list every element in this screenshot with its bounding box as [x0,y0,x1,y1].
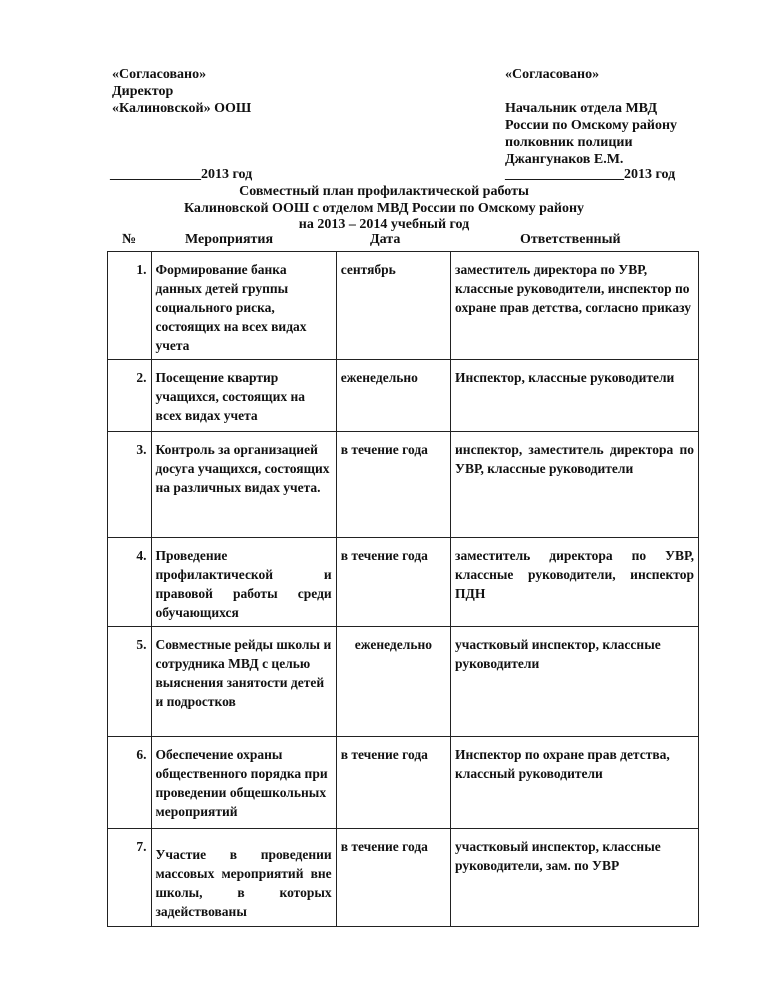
row-event: Формирование банка данных детей группы социального риска, состоящих на всех видах учета [151,252,336,360]
row-date: в течение года [336,737,450,829]
row-num: 1. [108,252,152,360]
left-approval-label: «Согласовано» [112,67,207,82]
row-responsible: Инспектор по охране прав детства, классный руководители [451,737,699,829]
right-approver-position: Начальник отдела МВД [505,101,658,116]
row-responsible: участковый инспектор, классные руководители, зам. по УВР [451,829,699,927]
row-event: Посещение квартир учащихся, состоящих на всех видах учета [151,360,336,432]
header-event: Мероприятия [185,232,274,247]
table-row [108,252,699,360]
row-date: еженедельно [336,627,450,737]
header-responsible: Ответственный [520,232,621,247]
right-year-line: _________________2013 год [505,167,676,182]
row-date: в течение года [336,432,450,538]
left-approver-position: Директор [112,84,174,99]
row-num: 2. [108,360,152,432]
right-approval-label: «Согласовано» [505,67,600,82]
row-num: 7. [108,829,152,927]
right-approval-block [505,66,677,168]
row-num: 4. [108,538,152,627]
row-responsible: инспектор, заместитель директора по УВР, классные руководители [451,432,699,538]
right-approval-blank [505,83,677,100]
row-num: 5. [108,627,152,737]
left-approval-block [112,66,251,117]
row-responsible: заместитель директора по УВР, классные руководители, инспектор по охране прав детства, согласно приказу [451,252,699,360]
row-date: в течение года [336,829,450,927]
row-responsible: Инспектор, классные руководители [451,360,699,432]
right-approver-rank: полковник полиции [505,135,633,150]
document-title: Совместный план профилактической работы [239,184,529,199]
table-row [108,829,699,927]
row-event: Совместные рейды школы и сотрудника МВД с целью выяснения занятости детей и подростков [151,627,336,737]
row-responsible: заместитель директора по УВР, классные руководители, инспектор ПДН [451,538,699,627]
right-approver-name: Джангунаков Е.М. [505,152,624,167]
header-date: Дата [370,232,401,247]
document-period: на 2013 – 2014 учебный год [298,217,470,232]
row-event: Обеспечение охраны общественного порядка при проведении общешкольных мероприятий [151,737,336,829]
document-subtitle: Калиновской ООШ с отделом МВД России по Омскому району [183,201,585,216]
row-date: сентябрь [336,252,450,360]
table-row [108,627,699,737]
row-responsible: участковый инспектор, классные руководители [451,627,699,737]
right-approver-dept: России по Омскому району [505,118,678,133]
row-num: 3. [108,432,152,538]
row-num: 6. [108,737,152,829]
row-event: Участие в проведении массовых мероприятий вне школы, в которых задействованы [151,829,336,927]
table-row [108,360,699,432]
header-num: № [122,232,137,247]
row-event: Контроль за организацией досуга учащихся, состоящих на различных видах учета. [151,432,336,538]
table-row [108,538,699,627]
table-row [108,737,699,829]
left-approver-school: «Калиновской» ООШ [112,101,252,116]
plan-table [107,251,699,927]
row-event: Проведение профилактической и правовой работы среди обучающихся [151,538,336,627]
table-row [108,432,699,538]
row-date: еженедельно [336,360,450,432]
left-year-line: _____________2013 год [110,167,253,182]
row-date: в течение года [336,538,450,627]
